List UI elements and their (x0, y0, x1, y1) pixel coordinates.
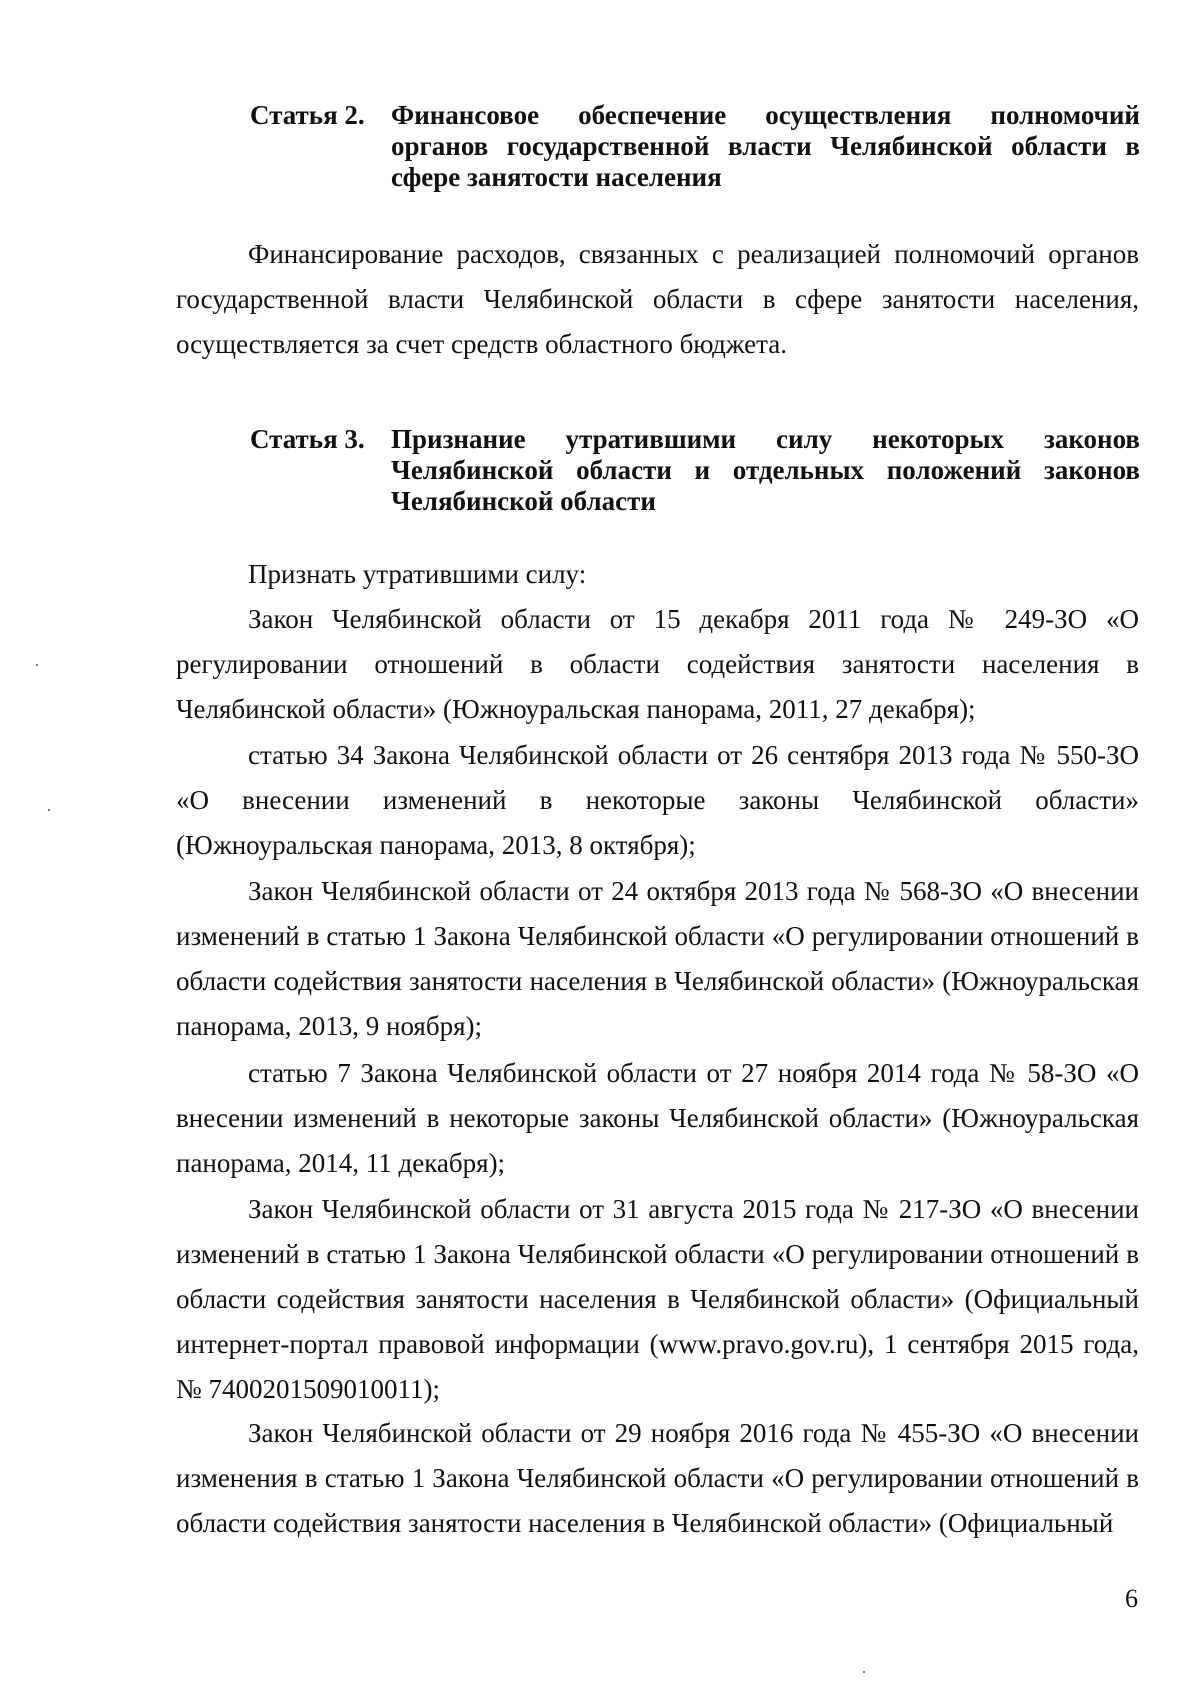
repealed-law-item: Закон Челябинской области от 24 октября 2013 года № 568-ЗО «О внесении изменений в статью 1 Закона Челябинской области «О регулировании отношений в области содействия занятости населения в Челябинской области» (Южноуральская панорама, 2013, 9 ноября); (176, 876, 1139, 1041)
article-2-paragraph: Финансирование расходов, связанных с реализацией полномочий органов государственной власти Челябинской области в сфере занятости населения, осуществляется за счет средств областного бюджета. (176, 239, 1139, 359)
repealed-law-item: Закон Челябинской области от 29 ноября 2016 года № 455-ЗО «О внесении изменения в статью 1 Закона Челябинской области «О регулировании отношений в области содействия занятости населения в Челябинской области» (Официальный (176, 1418, 1139, 1538)
article-3-heading (250, 424, 1140, 517)
article-3-title: Признание утратившими силу некоторых законов Челябинской области и отдельных положений законов Челябинской области (391, 424, 1140, 516)
scan-speck (863, 1671, 865, 1673)
article-3-intro: Признать утратившими силу: (248, 559, 587, 589)
article-2-number: Статья 2. (250, 100, 365, 130)
repealed-law-item: Закон Челябинской области от 15 декабря 2011 года № 249-ЗО «О регулировании отношений в области содействия занятости населения в Челябинской области» (Южноуральская панорама, 2011, 27 декабря); (176, 604, 1139, 724)
article-2-title: Финансовое обеспечение осуществления полномочий органов государственной власти Челябинской области в сфере занятости населения (391, 100, 1140, 192)
article-2-heading (250, 100, 1140, 193)
repealed-law-item: Закон Челябинской области от 31 августа 2015 года № 217-ЗО «О внесении изменений в статью 1 Закона Челябинской области «О регулировании отношений в области содействия занятости населения в Челябинской области» (Официальный интернет-портал правовой информации (www.pravo.gov.ru), 1 сентября 2015 года, № 7400201509010011); (176, 1194, 1139, 1404)
repealed-law-item: статью 34 Закона Челябинской области от 26 сентября 2013 года № 550-ЗО «О внесении изменений в некоторые законы Челябинской области» (Южноуральская панорама, 2013, 8 октября); (176, 740, 1139, 860)
article-3-number: Статья 3. (250, 424, 365, 454)
page-number: 6 (1125, 1584, 1138, 1613)
scan-speck (48, 809, 50, 811)
scan-speck (36, 664, 38, 666)
repealed-law-item: статью 7 Закона Челябинской области от 27 ноября 2014 года № 58-ЗО «О внесении изменений в некоторые законы Челябинской области» (Южноуральская панорама, 2014, 11 декабря); (176, 1058, 1139, 1178)
